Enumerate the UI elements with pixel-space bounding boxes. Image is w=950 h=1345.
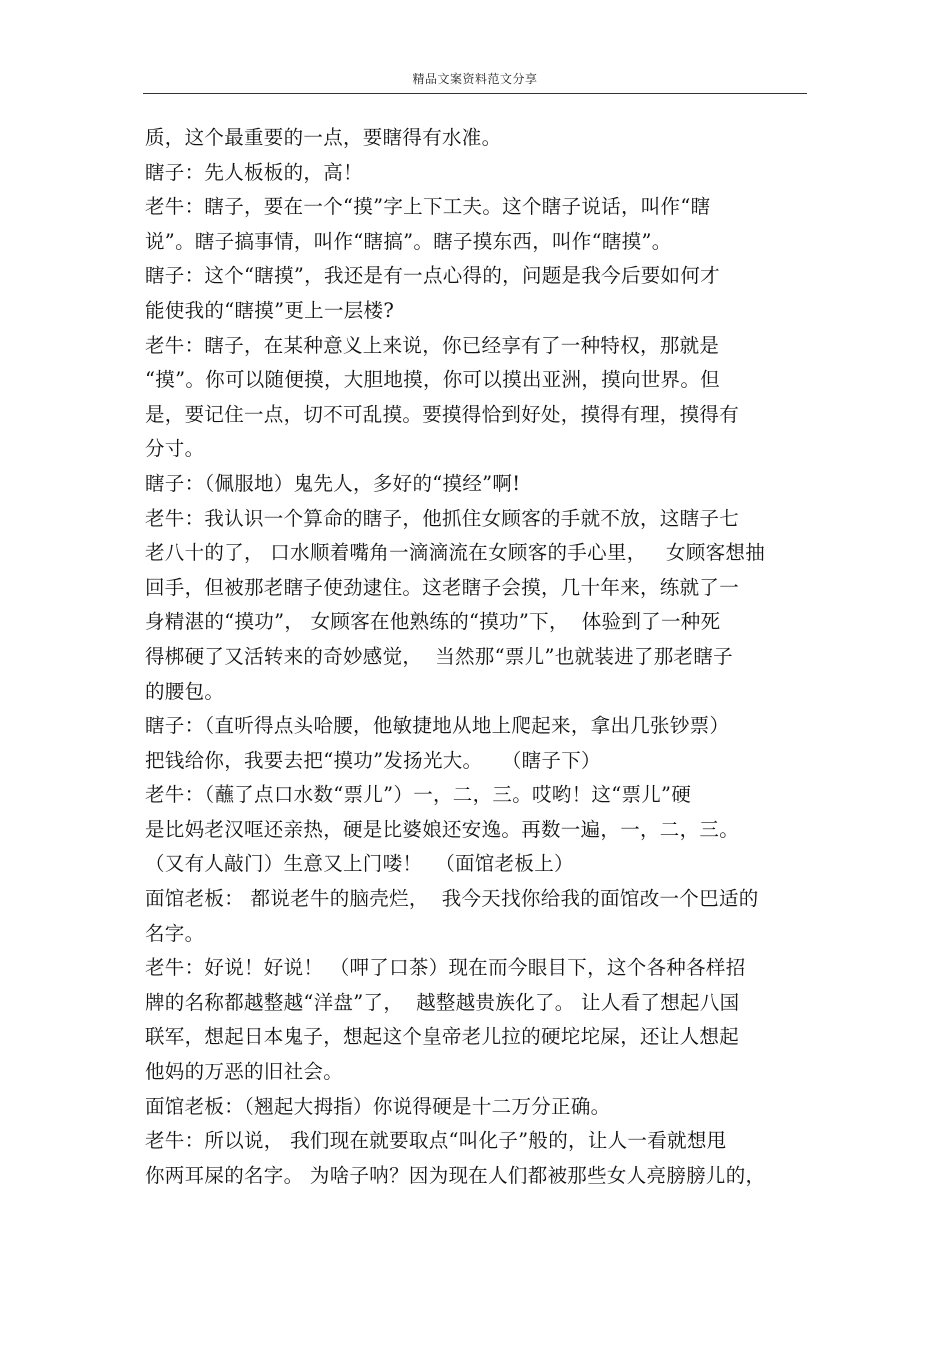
text-line: 瞎子：（直听得点头哈腰，他敏捷地从地上爬起来，拿出几张钞票） [145,714,730,738]
page-header: 精品文案资料范文分享 [412,72,538,86]
text-line: 老牛：我认识一个算命的瞎子，他抓住女顾客的手就不放，这瞎子七 [145,506,740,530]
text-line: 说”。瞎子搞事情，叫作“瞎搞”。瞎子摸东西，叫作“瞎摸”。 [145,229,672,253]
text-line: 老八十的了， 口水顺着嘴角一滴滴流在女顾客的手心里， 女顾客想抽 [145,541,765,565]
text-line: 分寸。 [145,437,205,461]
text-line: 牌的名称都越整越“洋盘”了， 越整越贵族化了。 让人看了想起八国 [145,990,740,1014]
text-line: 面馆老板：（翘起大拇指）你说得硬是十二万分正确。 [145,1094,611,1118]
text-line: 联军，想起日本鬼子，想起这个皇帝老儿拉的硬坨坨屎，还让人想起 [145,1025,740,1049]
text-line: 老牛：好说！好说！ （呷了口茶）现在而今眼目下，这个各种各样招 [145,956,746,980]
text-line: 老牛：瞎子，在某种意义上来说，你已经享有了一种特权，那就是 [145,333,720,357]
text-line: 是比妈老汉哐还亲热，硬是比婆娘还安逸。再数一遍，一，二，三。 [145,817,740,841]
text-line: 老牛：（蘸了点口水数“票儿”）一，二，三。哎哟！这“票儿”硬 [145,783,692,807]
document-body [145,121,825,1193]
header-divider [143,93,807,94]
text-line: 把钱给你，我要去把“摸功”发扬光大。 （瞎子下） [145,748,601,772]
text-line: 回手，但被那老瞎子使劲逮住。这老瞎子会摸，几十年来，练就了一 [145,575,740,599]
text-line: 面馆老板： 都说老牛的脑壳烂， 我今天找你给我的面馆改一个巴适的 [145,887,759,911]
text-line: 得梆硬了又活转来的奇妙感觉， 当然那“票儿”也就装进了那老瞎子 [145,644,733,668]
text-line: 的腰包。 [145,679,225,703]
text-line: 质，这个最重要的一点，要瞎得有水准。 [145,126,502,149]
text-line: 是，要记住一点，切不可乱摸。要摸得恰到好处，摸得有理，摸得有 [145,402,740,426]
text-line: 能使我的“瞎摸”更上一层楼? [145,298,395,322]
text-line: 瞎子：先人板板的，高！ [145,160,363,184]
text-line: 瞎子：（佩服地）鬼先人，多好的“摸经”啊! [145,471,521,495]
text-line: 名字。 [145,921,205,945]
text-line: 他妈的万恶的旧社会。 [145,1060,344,1084]
text-line: 老牛：所以说， 我们现在就要取点“叫化子”般的，让人一看就想甩 [145,1129,727,1153]
text-line: 你两耳屎的名字。 为啥子呐？因为现在人们都被那些女人亮膀膀儿的， [145,1163,766,1187]
text-line: 瞎子：这个“瞎摸”，我还是有一点心得的，问题是我今后要如何才 [145,264,720,288]
text-line: 老牛：瞎子，要在一个“摸”字上下工夫。这个瞎子说话，叫作“瞎 [145,195,711,219]
text-line: （又有人敲门）生意又上门喽！ （面馆老板上） [145,852,574,876]
text-line: 身精湛的“摸功”， 女顾客在他熟练的“摸功”下， 体验到了一种死 [145,610,721,634]
text-line: “摸”。你可以随便摸，大胆地摸，你可以摸出亚洲，摸向世界。但 [145,368,720,392]
